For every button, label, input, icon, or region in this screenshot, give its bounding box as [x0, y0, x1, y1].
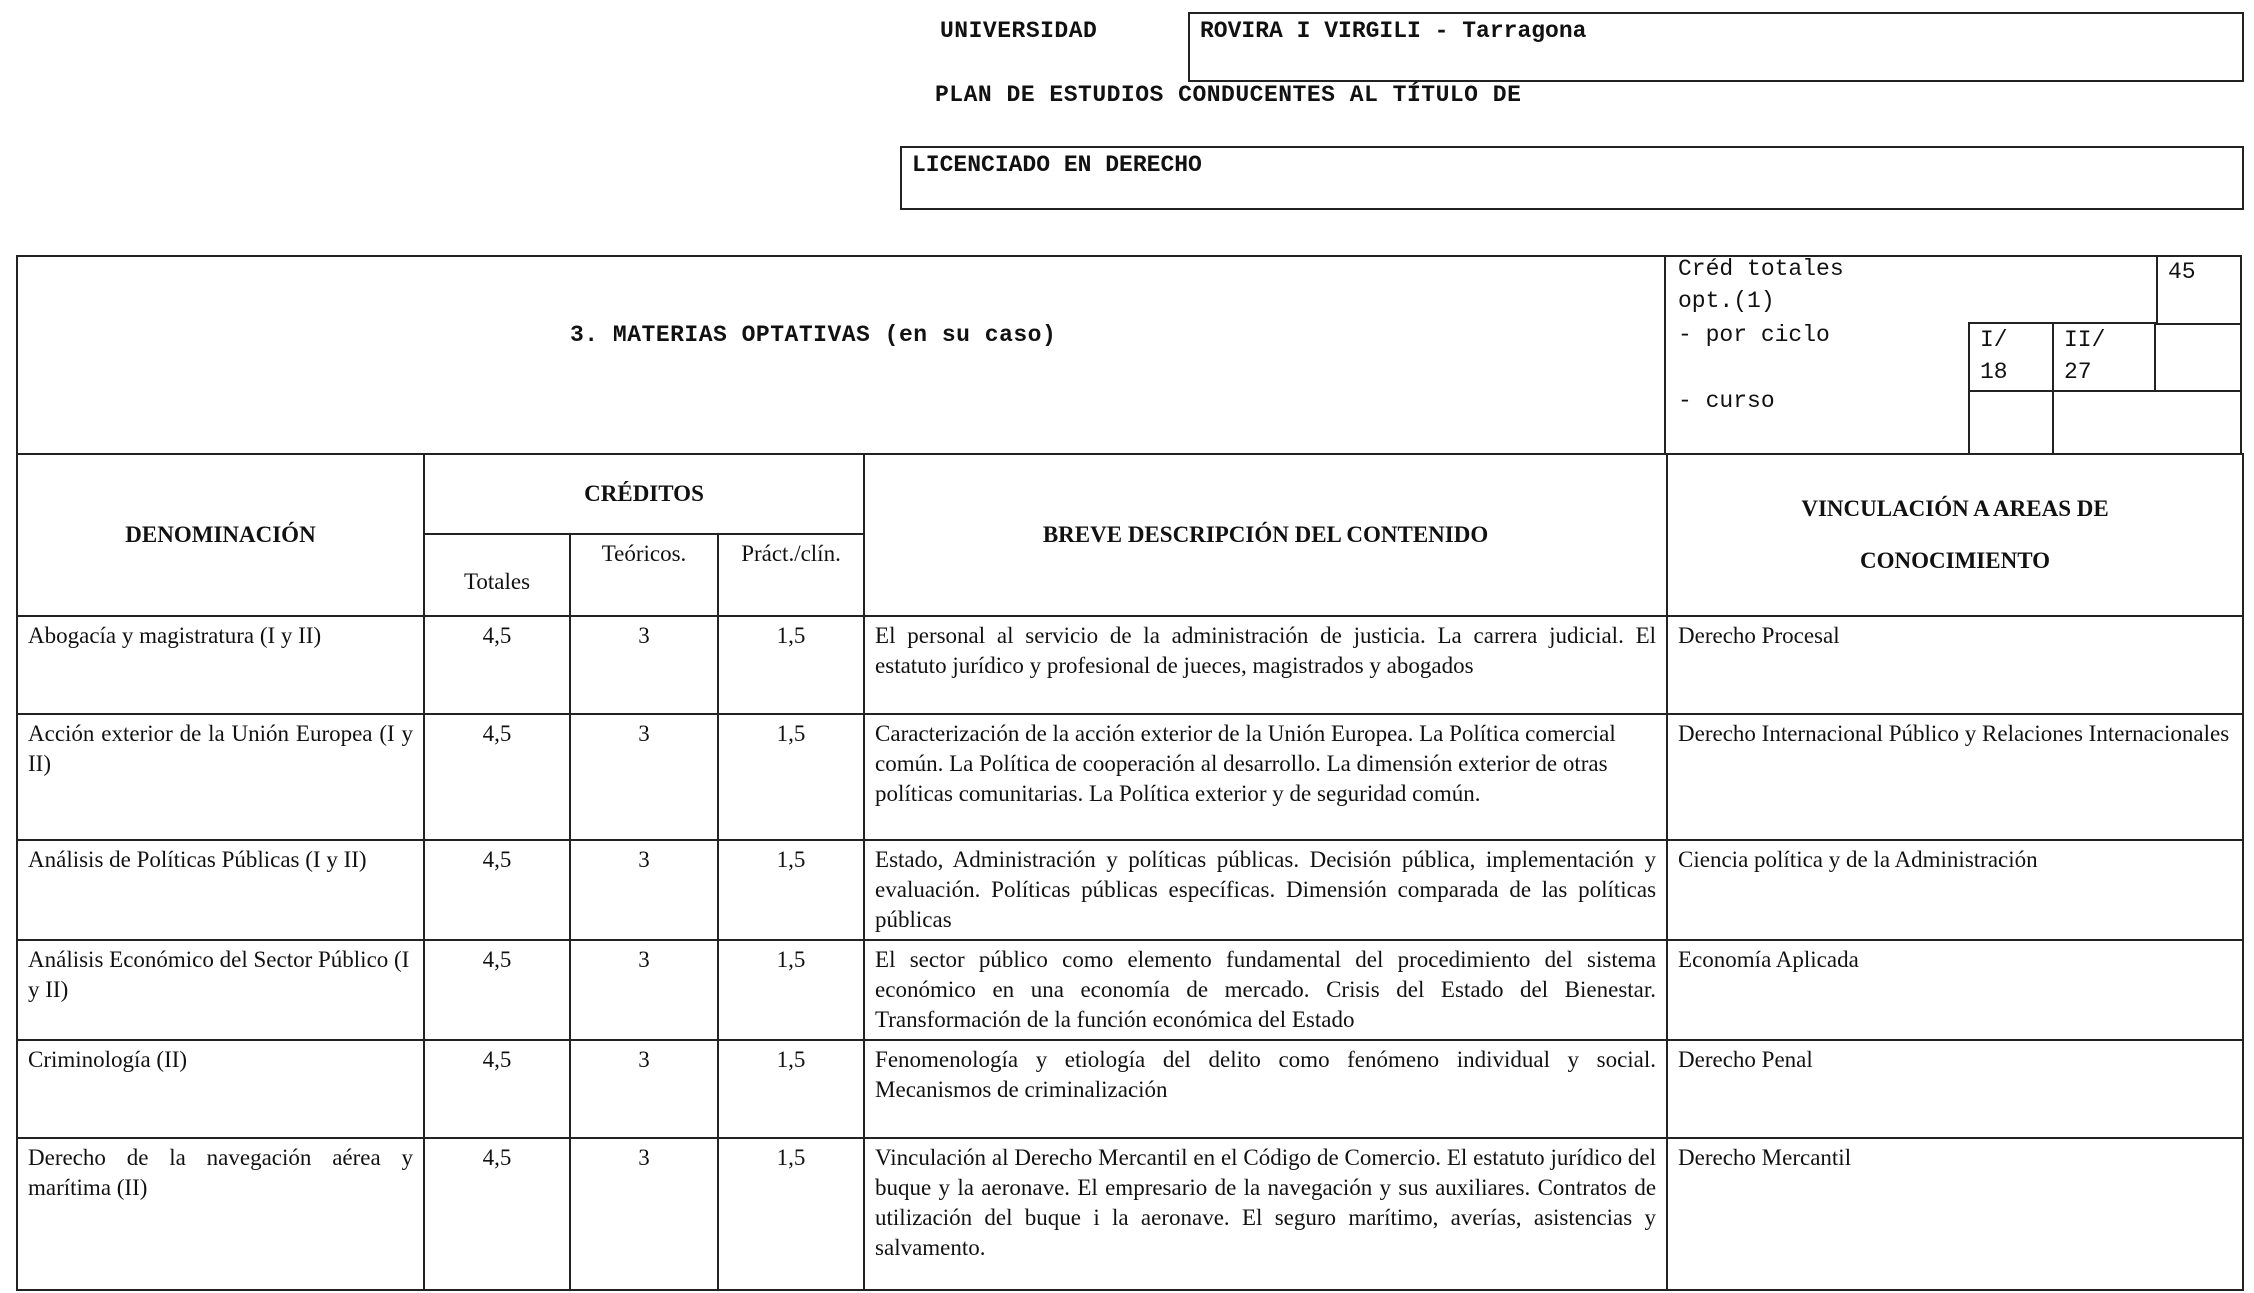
row-denominacion: Derecho de la navegación aérea y marítima (II)	[17, 1138, 424, 1290]
universidad-field	[1188, 12, 2244, 82]
materias-title: 3. MATERIAS OPTATIVAS (en su caso)	[570, 322, 1057, 348]
header-vinculacion-line1: VINCULACIÓN A AREAS DE	[1801, 496, 2109, 521]
ciclo-2-label: II/	[2064, 327, 2106, 353]
cred-totales-value: 45	[2168, 259, 2196, 285]
row-teoricos: 3	[570, 616, 718, 714]
header-practicos: Práct./clín.	[718, 534, 864, 616]
row-practicos: 1,5	[718, 1040, 864, 1138]
row-area: Derecho Internacional Público y Relaciones Internacionales	[1667, 714, 2243, 840]
row-descripcion: El sector público como elemento fundamental del procedimiento del sistema económico en una economía de mercado. Crisis del Estado del Bienestar. Transformación de la función económica del Estado	[864, 940, 1667, 1040]
row-denominacion: Abogacía y magistratura (I y II)	[17, 616, 424, 714]
cred-totales-value-box	[2156, 255, 2242, 325]
table-row	[17, 1138, 2243, 1290]
row-totales: 4,5	[424, 1040, 570, 1138]
row-descripcion: Vinculación al Derecho Mercantil en el Código de Comercio. El estatuto jurídico del buque y la aeronave. El empresario de la navegación y sus auxiliares. Contratos de utilización del buque i la aeronave. El seguro marítimo, averías, asistencias y salvamento.	[864, 1138, 1667, 1290]
row-teoricos: 3	[570, 714, 718, 840]
ciclo-1-value: 18	[1980, 359, 2008, 385]
row-descripcion: Fenomenología y etiología del delito como fenómeno individual y social. Mecanismos de criminalización	[864, 1040, 1667, 1138]
row-totales: 4,5	[424, 616, 570, 714]
header-denominacion: DENOMINACIÓN	[17, 454, 424, 616]
header-vinculacion	[1667, 454, 2243, 616]
row-practicos: 1,5	[718, 616, 864, 714]
titulo-value: LICENCIADO EN DERECHO	[912, 152, 1202, 178]
cred-totales-label: Créd totales	[1678, 256, 1844, 282]
curso-2-box	[2052, 390, 2242, 455]
table-row	[17, 940, 2243, 1040]
row-descripcion: El personal al servicio de la administración de justicia. La carrera judicial. El estatuto jurídico y profesional de jueces, magistrados y abogados	[864, 616, 1667, 714]
ciclo-2-value: 27	[2064, 359, 2092, 385]
materias-table	[16, 453, 2244, 1291]
row-practicos: 1,5	[718, 940, 864, 1040]
cred-totales-opt-label: opt.(1)	[1678, 288, 1775, 314]
row-denominacion: Análisis Económico del Sector Público (I y II)	[17, 940, 424, 1040]
ciclo-1-label: I/	[1980, 327, 2008, 353]
row-denominacion: Criminología (II)	[17, 1040, 424, 1138]
ciclo-1-box	[1968, 322, 2054, 392]
row-teoricos: 3	[570, 1138, 718, 1290]
table-row	[17, 714, 2243, 840]
row-teoricos: 3	[570, 1040, 718, 1138]
row-practicos: 1,5	[718, 1138, 864, 1290]
titulo-field	[900, 146, 2244, 210]
row-descripcion: Estado, Administración y políticas públicas. Decisión pública, implementación y evaluación. Políticas públicas específicas. Dimensión comparada de las políticas públicas	[864, 840, 1667, 940]
row-area: Derecho Procesal	[1667, 616, 2243, 714]
universidad-label: UNIVERSIDAD	[940, 18, 1098, 44]
curso-label: - curso	[1678, 388, 1775, 414]
header-creditos: CRÉDITOS	[424, 454, 864, 534]
header-vinculacion-line2: CONOCIMIENTO	[1860, 548, 2051, 573]
row-area: Economía Aplicada	[1667, 940, 2243, 1040]
row-totales: 4,5	[424, 714, 570, 840]
row-teoricos: 3	[570, 940, 718, 1040]
header-totales: Totales	[424, 534, 570, 616]
curso-1-box	[1968, 390, 2054, 455]
header-teoricos: Teóricos.	[570, 534, 718, 616]
row-area: Ciencia política y de la Administración	[1667, 840, 2243, 940]
plan-label: PLAN DE ESTUDIOS CONDUCENTES AL TÍTULO DE	[935, 82, 1522, 108]
row-totales: 4,5	[424, 840, 570, 940]
table-row	[17, 1040, 2243, 1138]
row-area: Derecho Mercantil	[1667, 1138, 2243, 1290]
table-row	[17, 616, 2243, 714]
row-practicos: 1,5	[718, 840, 864, 940]
table-row	[17, 840, 2243, 940]
por-ciclo-label: - por ciclo	[1678, 322, 1830, 348]
row-teoricos: 3	[570, 840, 718, 940]
row-denominacion: Análisis de Políticas Públicas (I y II)	[17, 840, 424, 940]
row-area: Derecho Penal	[1667, 1040, 2243, 1138]
row-totales: 4,5	[424, 1138, 570, 1290]
materias-optativas-box	[16, 255, 2242, 455]
row-totales: 4,5	[424, 940, 570, 1040]
universidad-value: ROVIRA I VIRGILI - Tarragona	[1200, 18, 1587, 44]
row-denominacion: Acción exterior de la Unión Europea (I y II)	[17, 714, 424, 840]
divider	[1664, 255, 1666, 455]
header-descripcion: BREVE DESCRIPCIÓN DEL CONTENIDO	[864, 454, 1667, 616]
row-practicos: 1,5	[718, 714, 864, 840]
ciclo-2-box	[2052, 322, 2156, 392]
row-descripcion: Caracterización de la acción exterior de la Unión Europea. La Política comercial común. La Política de cooperación al desarrollo. La dimensión exterior de otras políticas comunitarias. La Política exterior y de seguridad común.	[864, 714, 1667, 840]
